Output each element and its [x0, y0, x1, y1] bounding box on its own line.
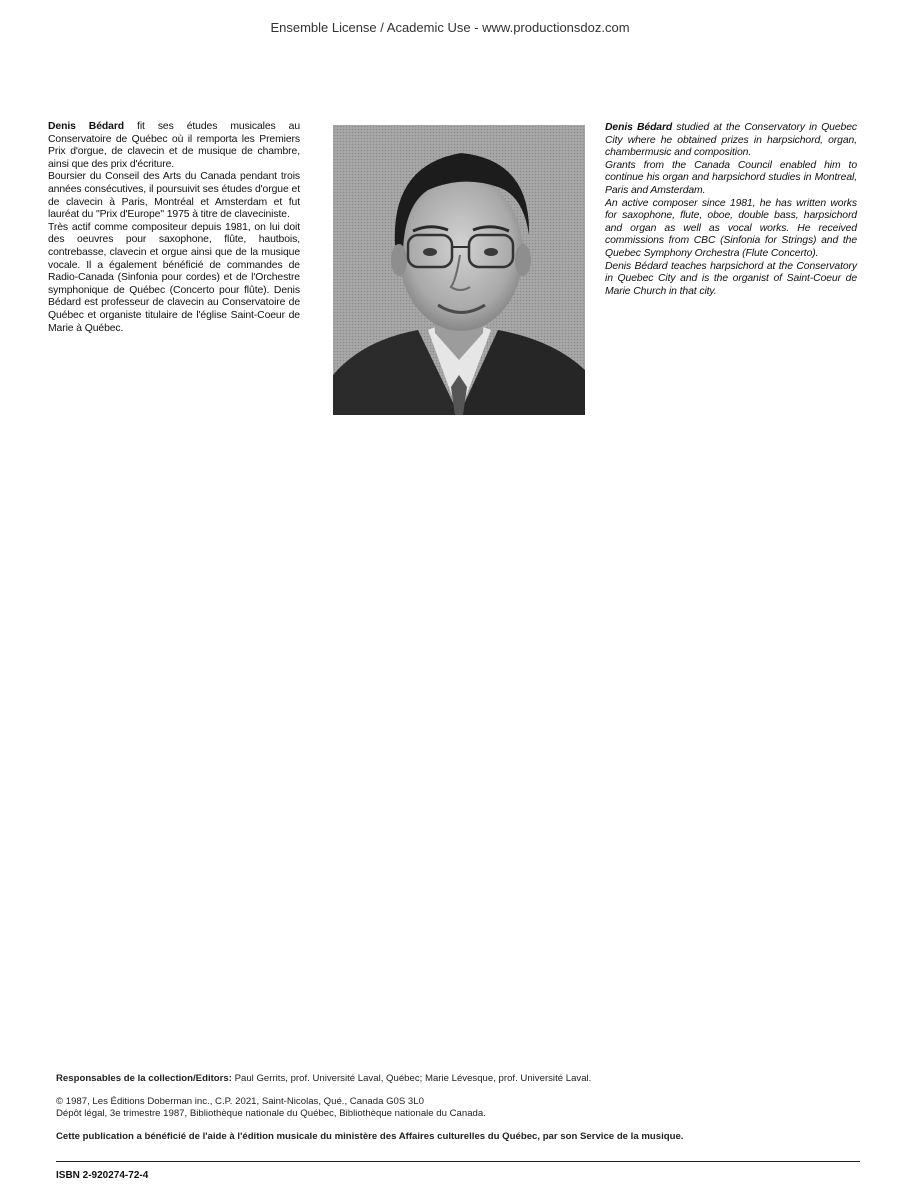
bio-fr-p1-text: fit ses études musicales au Conservatoire de Québec où il remporta les Premiers Prix d'orgue, de clavecin et de musique de chambre, ainsi que des prix d'écriture. — [48, 121, 300, 170]
bio-en-paragraph-1 — [605, 122, 857, 160]
bio-en-p1-text: studied at the Conservatory in Quebec City where he obtained prizes in harpsichord, organ, chambermusic and composition. — [605, 122, 857, 159]
bio-en-name: Denis Bédard — [605, 122, 673, 133]
bio-en-paragraph-4: Denis Bédard teaches harpsichord at the Conservatory in Quebec City and is the organist of Saint-Coeur de Marie Church in that city. — [605, 260, 857, 297]
copyright-line: © 1987, Les Éditions Doberman inc., C.P. 2021, Saint-Nicolas, Qué., Canada G0S 3L0 — [56, 1096, 424, 1107]
bio-fr-paragraph-1 — [48, 121, 300, 171]
license-header: Ensemble License / Academic Use - www.productionsdoz.com — [270, 20, 630, 35]
editors-label: Responsables de la collection/Editors: — [56, 1073, 232, 1084]
bio-en-paragraph-2: Grants from the Canada Council enabled him to continue his organ and harpsichord studies in Montreal, Paris and Amsterdam. — [605, 159, 857, 196]
portrait-image — [333, 125, 585, 415]
bio-fr-paragraph-2: Boursier du Conseil des Arts du Canada pendant trois années consécutives, il poursuivit ses études d'orgue et de clavecin à Paris, Montréal et Amsterdam et fut lauréat du "Prix d'Europe" 1975 à titre de claveciniste. — [48, 171, 300, 221]
editors-line — [56, 1073, 856, 1085]
funding-acknowledgement: Cette publication a bénéficié de l'aide à l'édition musicale du ministère des Affaires culturelles du Québec, par son Service de la musique. — [56, 1131, 684, 1142]
biography-english — [605, 122, 857, 298]
bio-en-paragraph-3: An active composer since 1981, he has written works for saxophone, flute, oboe, double bass, harpsichord and organ as well as vocal works. He received commissions from CBC (Sinfonia for Strings) and the Quebec Symphony Orchestra (Flute Concerto). — [605, 197, 857, 259]
publication-credits — [56, 1073, 856, 1143]
bio-fr-name: Denis Bédard — [48, 121, 125, 132]
legal-deposit-line: Dépôt légal, 3e trimestre 1987, Bibliothèque nationale du Québec, Bibliothèque nationale du Canada. — [56, 1108, 486, 1119]
biography-french — [48, 121, 300, 335]
footer-divider — [56, 1161, 860, 1162]
composer-portrait-photo — [333, 125, 585, 415]
isbn-number: ISBN 2-920274-72-4 — [56, 1170, 149, 1181]
editors-names: Paul Gerrits, prof. Université Laval, Québec; Marie Lévesque, prof. Université Laval. — [231, 1073, 592, 1084]
bio-fr-paragraph-3: Très actif comme compositeur depuis 1981, on lui doit des oeuvres pour saxophone, flûte, hautbois, contrebasse, clavecin et orgue ainsi que de la musique vocale. Il a également bénéficié de commandes de Radio-Canada (Sinfonia pour cordes) et de l'Orchestre symphonique de Québec (Concerto pour flûte). Denis Bédard est professeur de clavecin au Conservatoire de Québec et organiste titulaire de l'église Saint-Coeur de Marie à Québec. — [48, 221, 300, 334]
